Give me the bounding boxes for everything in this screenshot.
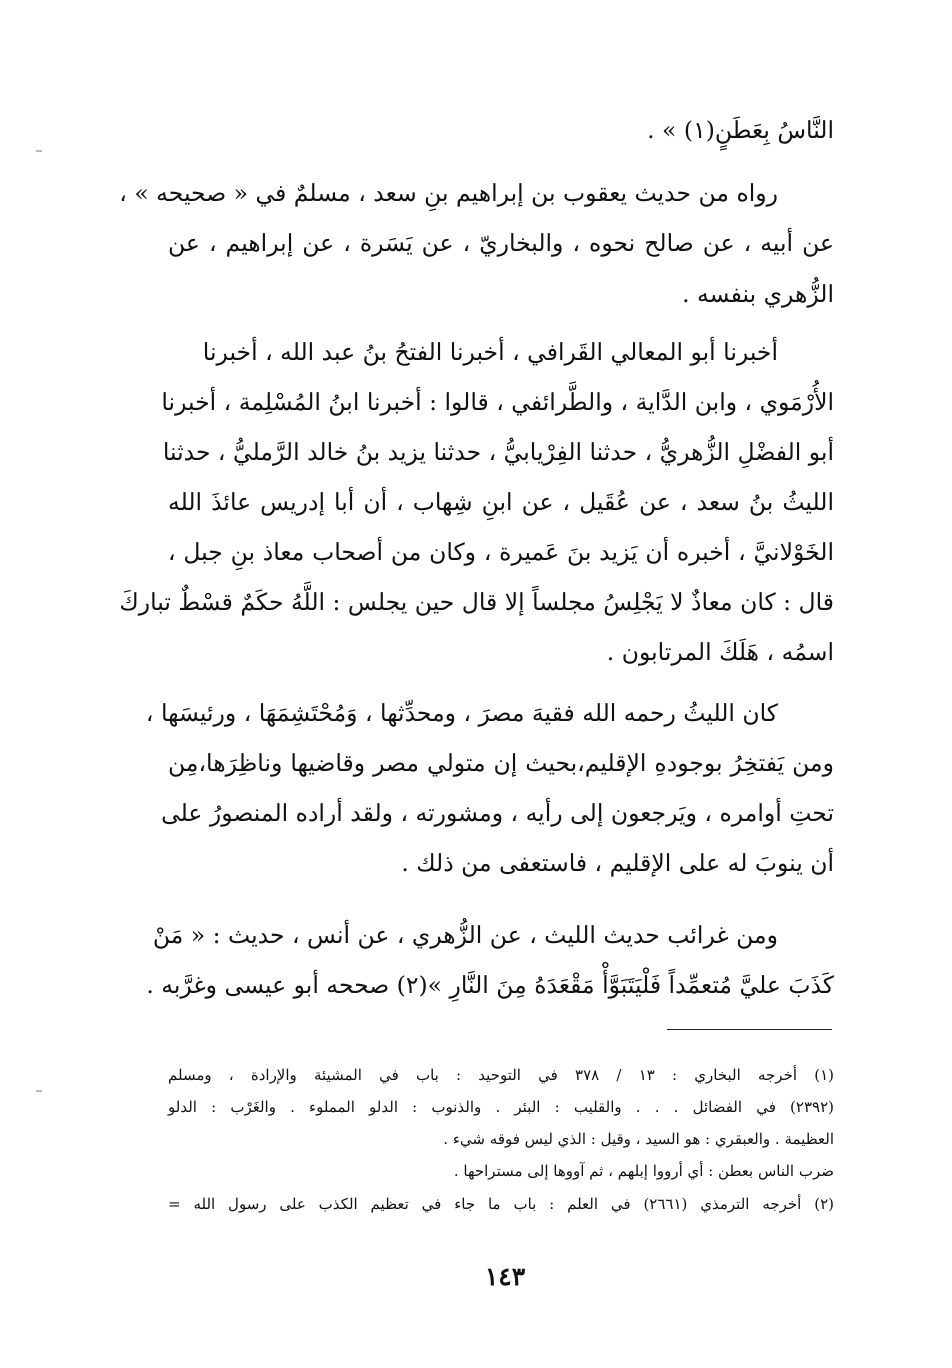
- body-line: أن ينوبَ له على الإقليم ، فاستعفى من ذلك .: [401, 849, 834, 877]
- body-line: الأُرْمَوي ، وابن الدَّاية ، والطَّرائفي ، قالوا : أخبرنا ابنُ المُسْلِمة ، أخبرنا: [161, 388, 834, 416]
- scan-mark: [36, 1090, 42, 1092]
- body-line: كان الليثُ رحمه الله فقيهَ مصرَ ، ومحدِّثها ، وَمُحْتَشِمَهَا ، ورئيسَها ،: [145, 699, 778, 727]
- body-line: رواه من حديث يعقوب بن إبراهيم بنِ سعد ، مسلمٌ في « صحيحه » ،: [119, 179, 778, 207]
- body-line: كَذَبَ عليَّ مُتعمِّداً فَلْيَتَبَوَّأْ مَقْعَدَهُ مِنَ النَّارِ »(٢) صححه أبو عيسى وغرَّبه .: [146, 971, 834, 999]
- footnote-line: العظيمة . والعبقري : هو السيد ، وقيل : الذي ليس فوقه شيء .: [443, 1130, 834, 1148]
- footnote-line: (٢) أخرجه الترمذي (٢٦٦١) في العلم : باب ما جاء في تعظيم الكذب على رسول الله =: [168, 1195, 834, 1213]
- body-line: الخَوْلانيَّ ، أخبره أن يَزيد بنَ عَميرة ، وكان من أصحاب معاذ بنِ جبل ،: [168, 538, 834, 566]
- footnote-line: ضرب الناس بعطن : أي أرووا إبلهم ، ثم آووها إلى مستراحها .: [453, 1162, 834, 1180]
- footnote-line: (١) أخرجه البخاري : ١٣ / ٣٧٨ في التوحيد : باب في المشيئة والإرادة ، ومسلم: [168, 1066, 834, 1084]
- body-line: أخبرنا أبو المعالي القَرافي ، أخبرنا الفتحُ بنُ عبد الله ، أخبرنا: [202, 338, 778, 366]
- body-line: ومن غرائب حديث الليث ، عن الزُّهري ، عن أنس ، حديث : « مَنْ: [152, 921, 778, 949]
- footnote-separator: [667, 1029, 832, 1030]
- footnote-line: (٢٣٩٢) في الفضائل . . . والقليب : البئر . والذنوب : الدلو المملوء . والغَرْب : الدلو: [168, 1098, 834, 1116]
- body-line: النَّاسُ بِعَطَنٍ(١) » .: [647, 116, 834, 144]
- body-line: اسمُه ، هَلَكَ المرتابون .: [606, 638, 834, 666]
- body-line: تحتِ أوامره ، ويَرجعون إلى رأيه ، ومشورته ، ولقد أراده المنصورُ على: [161, 799, 834, 827]
- body-line: ومن يَفتخِرُ بوجودهِ الإقليم،بحيث إن متولي مصر وقاضيها وناظِرَها،مِن: [168, 749, 834, 777]
- body-line: الزُّهري بنفسه .: [682, 280, 834, 308]
- body-line: أبو الفضْلِ الزُّهريُّ ، حدثنا الفِرْيابيُّ ، حدثنا يزيد بنُ خالد الرَّمليُّ ، حدثنا: [162, 438, 834, 466]
- scan-mark: [36, 150, 42, 152]
- body-line: قال : كان معاذٌ لا يَجْلِسُ مجلساً إلا قال حين يجلس : اللَّهُ حكَمٌ قسْطٌ تباركَ: [119, 588, 834, 616]
- page-number: ١٤٣: [484, 1262, 526, 1291]
- body-line: عن أبيه ، عن صالح نحوه ، والبخاريّ ، عن يَسَرة ، عن إبراهيم ، عن: [168, 229, 834, 257]
- body-line: الليثُ بنُ سعد ، عن عُقَيل ، عن ابنِ شِهاب ، أن أبا إدريس عائذَ الله: [168, 488, 834, 516]
